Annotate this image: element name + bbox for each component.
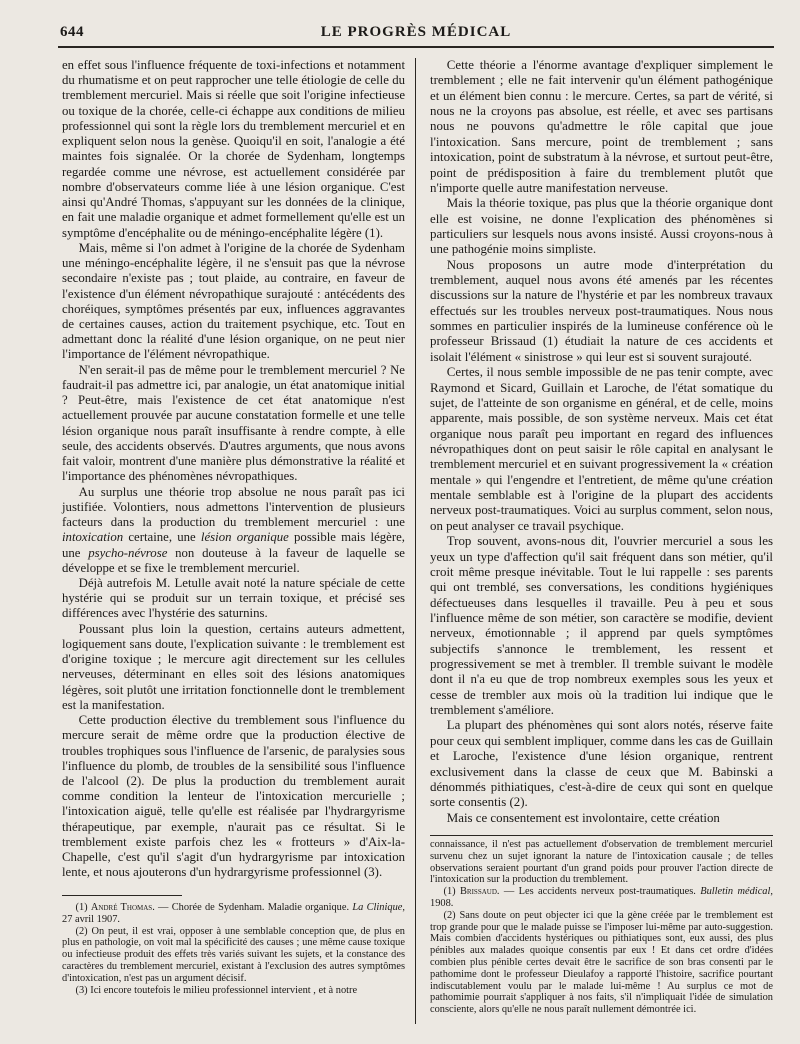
paragraph: Trop souvent, avons-nous dit, l'ouvrier mercuriel a sous les yeux un type d'affection qu'il sait fréquent dans son métier, qu'il croit même presque inévitable. Tout le lui rappelle : ses parents qui ont tremblé, ses conversations, les conditions hygiéniques défectueuses dans lesquelles il travaille. Peu à peu et sous l'influence même de son métier, son caractère se modifie, devient nerveux, émotionnable ; il apprend par quels symptômes subjectifs s'annonce le tremblement, les ressent et progressivement se met à trembler. Il tremble suivant le modèle dont il n'a eu que de trop nombreux exemples sous les yeux et cesse de trembler aux mois où la tradition lui indique que le tremblement s'améliore. [430,534,773,718]
running-header [60,20,772,44]
paragraph: Déjà autrefois M. Letulle avait noté la nature spéciale de cette hystérie qui se produit sur un terrain toxique, et précisé ses différences avec l'hystérie des saturnins. [62,575,405,621]
footnote: (3) Ici encore toutefois le milieu professionnel intervient , et à notre [75,984,358,996]
footnote-rule [430,835,773,836]
left-footnotes [62,902,405,996]
paragraph: Mais ce consentement est involontaire, cette création [446,810,720,825]
paragraph: Certes, il nous semble impossible de ne pas tenir compte, avec Raymond et Sicard, Guillain et Laroche, de l'état somatique du sujet, de l'atteinte de son organisme en général, et de celle, moins apparente, mais possible, de son système nerveux. Mais cet état organique nous paraît peu important en regard des influences névropathiques dont on peut saisir le rôle capital en analysant le tremblement mercuriel et en suivant progressivement la « création mentale » qui l'engendre et l'entretient, de même qu'une création mentale semblable est à l'origine de la plupart des accidents nerveux post-traumatiques. Voici au surplus comment, selon nous, on peut analyser ce travail psychique. [430,365,773,533]
header-rule [58,46,774,48]
left-column [62,58,405,881]
page-number: 644 [60,24,84,40]
column-divider [415,58,416,1024]
paragraph: Au surplus une théorie trop absolue ne nous paraît pas ici justifiée. Volontiers, nous admettons l'intervention de plusieurs facteurs dans la production du tremblement mercuriel : une intoxication certaine, une lésion organique possible mais légère, une psycho-névrose non douteuse à la faveur de laquelle se développe et se fixe le tremblement mercuriel. [62,484,406,575]
paragraph: La plupart des phénomènes qui sont alors notés, réserve faite pour ceux qui semblent impliquer, comme dans les cas de Guillain et Laroche, l'existence d'une lésion organique, rentrent exclusivement dans la classe de ceux que M. Babinski a dénommés pithiatiques, c'est-à-dire de ceux qui sont en quelque sorte consentis (2). [430,718,773,810]
paragraph: Poussant plus loin la question, certains auteurs admettent, logiquement sans doute, l'explication suivante : le tremblement est d'origine toxique ; le mercure agit directement sur les cellules nerveuses, déterminant en elles soit des lésions anatomiques légères, soit plutôt une irritation fonctionnelle dont le tremblement est la manifestation. [62,621,405,712]
right-column [430,58,773,826]
footnote: (1) Brissaud. — Les accidents nerveux post-traumatiques. Bulletin médical, 1908. [430,886,773,909]
footnote-source: Bulletin médical [700,886,771,898]
footnote: connaissance, il n'est pas actuellement d'observation de tremblement mercuriel survenu chez un sujet ignorant la nature de l'intoxication causale ; de telles observations seraient pourtant d'un grand poids pour prouver l'action directe de l'intoxication sur la production du tremblement. [430,839,773,886]
paragraph: Nous proposons un autre mode d'interprétation du tremblement, auquel nous avons été amenés par les récentes discussions sur la nature de l'hystérie et par les nombreux travaux effectués sur les troubles nerveux post-traumatiques. Nous nous sommes en particulier inspirés de la lumineuse conférence où le professeur Brissaud (1) étudiait la nature de ces accidents et isolait l'élément « sinistrose » qui leur est si souvent surajouté. [430,257,773,364]
paragraph: Cette théorie a l'énorme avantage d'expliquer simplement le tremblement ; elle ne fait intervenir qu'un élément pathogénique et un élément bien connu : le mercure. Certes, sa part de vérité, si nous ne la croyons pas absolue, est réelle, et avec ses partisans nous ne pouvons qu'admettre le rôle capital que joue l'intoxication. Sans mercure, point de tremblement ; sans intoxication, point de substratum à la névrose, et surtout peut-être, point de prédisposition à faire du tremblement plutôt que n'importe quelle autre manifestation nerveuse. [430,58,773,195]
paragraph: en effet sous l'influence fréquente de toxi-infections et notamment du rhumatisme et on peut rapprocher une telle étiologie de celle du tremblement mercuriel. Mais si réelle que soit l'origine infectieuse ou toxique de la chorée, celle-ci échappe aux conditions de milieu professionnel qui sont la règle lors du tremblement mercuriel et en expliquent selon nous la genèse. Quoiqu'il en soit, l'analogie a été maintes fois signalée. Or la chorée de Sydenham, longtemps regardée comme une névrose, est actuellement considérée par nombre d'observateurs comme liée à une lésion organique. C'est ainsi qu'André Thomas, s'appuyant sur les données de la clinique, en fait une maladie organique et admet formellement qu'elle est un symptôme d'encéphalite ou de méningo-encéphalite légère (1). [62,58,405,240]
emphasis: intoxication [62,530,124,545]
footnote-rule [62,895,182,896]
emphasis: lésion organique [200,530,289,545]
emphasis: psycho-névrose [88,545,168,560]
right-footnotes [430,839,773,1016]
footnote-source: La Clinique [352,902,403,913]
paragraph: Mais, même si l'on admet à l'origine de la chorée de Sydenham une méningo-encéphalite légère, il ne s'ensuit pas que la névrose secondaire n'existe pas ; tout plaide, au contraire, en faveur de l'existence d'un élément névropathique surajouté : antécédents des choréiques, symptômes présentés par eux, influences aggravantes de certaines causes, action du traitement psychique, etc. Tout en admettant donc la réalité d'une lésion organique, on ne peut nier l'importance de l'élément névropathique. [62,240,405,362]
journal-title: LE PROGRÈS MÉDICAL [320,24,512,40]
paragraph: N'en serait-il pas de même pour le tremblement mercuriel ? Ne faudrait-il pas admettre ici, par analogie, un état anatomique initial ? Peut-être, mais l'existence de cet état anatomique n'est actuellement prouvée par aucune constatation formelle et une telle lésion organique nous paraît insuffisante à rendre compte, à elle seule, des accidents observés. D'autres arguments, que nous avons fait valoir, montrent d'une manière plus démonstrative la réalité et l'importance des phénomènes névropathiques. [62,362,405,484]
paragraph: Mais la théorie toxique, pas plus que la théorie organique dont elle est voisine, ne donne l'explication des phénomènes si particuliers sur lesquels nous avons insisté. Aussi croyons-nous à une pathogénie moins simpliste. [430,196,773,257]
footnote: (2) On peut, il est vrai, opposer à une semblable conception que, de plus en plus en pathologie, on voit mal la spécificité des causes ; une même cause toxique ou infectieuse produit des effets très variés suivant les sujets, et la constance des caractères du tremblement mercuriel, existant à l'exclusion des autres symptômes d'intoxication, n'est pas un argument décisif. [62,925,405,984]
footnote-author: André Thomas [90,902,153,913]
paragraph: Cette production élective du tremblement sous l'influence du mercure serait de même ordre que la production élective de troubles trophiques sous l'influence de l'arsenic, de paralysies sous l'influence du plomb, de troubles de la sensibilité sous l'influence de l'alcool (2). De plus la production du tremblement aurait comme condition la lenteur de l'intoxication mercurielle ; l'intoxication aiguë, telle qu'elle est réalisée par l'hydrargyrisme thérapeutique, par exemple, n'aurait pas ce résultat. Si le tremblement existe parfois chez les « frotteurs » d'Aix-la-Chapelle, c'est qu'il s'agit d'un hydrargyrisme par intoxication lente, et nous ajouterons d'un hydrargyrisme professionnel (3). [62,713,405,880]
footnote: (2) Sans doute on peut objecter ici que la gène créée par le tremblement est trop grande pour que le malade puisse se l'imposer lui-même par auto-suggestion. Mais combien d'accidents hystériques ou pithiatiques sont, eux aussi, des plus pénibles aux malades quoique consentis par eux ! Et dans cet ordre d'idées combien plus pénible certes devait être le sacrifice de son bras consenti par le pathomime dont le professeur Dieulafoy a rapporté l'histoire, sacrifice pourtant indiscutablement voulu par le malade lui-même ! Au surplus ce mot de pathomimie pourrait s'appliquer à nos faits, s'il n'impliquait l'idée de simulation consciente, alors qu'elle ne nous paraît nullement démontrée ici. [430,909,773,1016]
footnote: (1) André Thomas. — Chorée de Sydenham. Maladie organique. La Clinique, 27 avril 1907. [62,902,405,925]
footnote-author: Brissaud [460,886,497,898]
